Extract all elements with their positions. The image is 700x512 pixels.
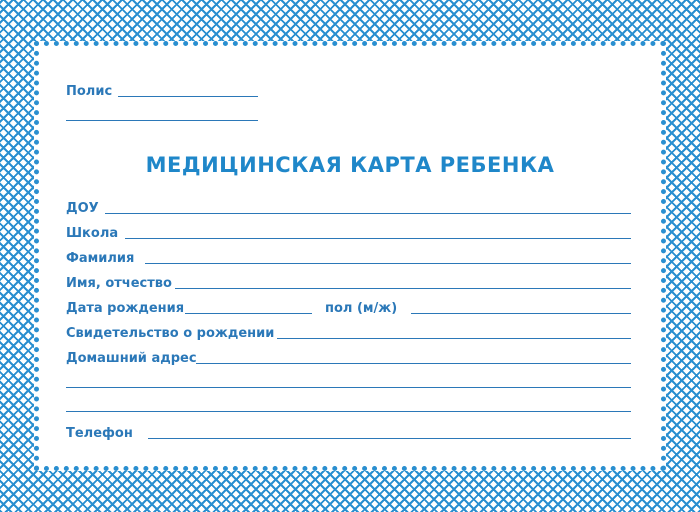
sex-line[interactable] <box>411 313 631 314</box>
phone-label: Телефон <box>66 426 133 441</box>
policy-line-1[interactable] <box>118 96 258 97</box>
home-address-label: Домашний адрес <box>66 351 197 366</box>
dou-label: ДОУ <box>66 201 99 216</box>
name-patronymic-line[interactable] <box>175 288 631 289</box>
name-patronymic-label: Имя, отчество <box>66 276 172 291</box>
birth-certificate-label: Свидетельство о рождении <box>66 326 275 341</box>
sex-label: пол (м/ж) <box>325 301 398 316</box>
card-title: МЕДИЦИНСКАЯ КАРТА РЕБЕНКА <box>145 153 555 177</box>
school-line[interactable] <box>125 238 631 239</box>
policy-line-2[interactable] <box>66 120 258 121</box>
surname-line[interactable] <box>145 263 631 264</box>
home-address-line-1[interactable] <box>196 363 631 364</box>
birth-date-label: Дата рождения <box>66 301 185 316</box>
policy-label: Полис <box>66 84 113 99</box>
home-address-line-3[interactable] <box>66 411 631 412</box>
school-label: Школа <box>66 226 119 241</box>
phone-line[interactable] <box>148 438 631 439</box>
birth-certificate-line[interactable] <box>277 338 631 339</box>
birth-date-line[interactable] <box>185 313 312 314</box>
home-address-line-2[interactable] <box>66 387 631 388</box>
dou-line[interactable] <box>105 213 631 214</box>
surname-label: Фамилия <box>66 251 135 266</box>
